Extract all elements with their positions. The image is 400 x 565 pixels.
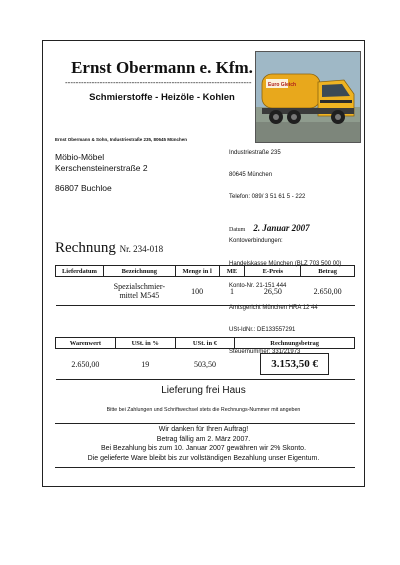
cell-warenwert: 2.650,00 — [56, 349, 116, 380]
column-header: E-Preis — [245, 266, 301, 277]
total-amount-box: 3.153,50 € — [260, 353, 329, 375]
totals-table — [55, 337, 355, 380]
cell-me: 1 — [219, 277, 245, 306]
cell-menge: 100 — [175, 277, 219, 306]
info-line: Industriestraße 235 — [229, 149, 281, 156]
recipient-city: 86807 Buchloe — [55, 183, 112, 193]
info-line: Steuernummer: 331/21973 — [229, 349, 301, 356]
invoice-title-text: Rechnung — [55, 240, 116, 256]
info-line: Kontoverbindungen: — [229, 238, 283, 245]
table-row — [56, 349, 355, 380]
closing-text — [43, 425, 364, 463]
cell-bezeichnung — [103, 277, 175, 306]
info-line: Handelskasse München (BLZ 703 500 00) — [229, 260, 342, 267]
column-header: ME — [219, 266, 245, 277]
truck-image — [256, 52, 360, 142]
totals-header-row — [56, 338, 355, 349]
cell-betrag: 2.650,00 — [301, 277, 355, 306]
info-line: USt-IdNr.: DE133557291 — [229, 327, 296, 334]
recipient-name: Möbio-Möbel — [55, 152, 105, 162]
column-header: Menge in l — [175, 266, 219, 277]
date-row — [229, 223, 310, 233]
delivery-note: Lieferung frei Haus — [161, 385, 246, 396]
closing-line: Bei Bezahlung bis zum 10. Januar 2007 gewähren wir 2% Skonto. — [100, 445, 307, 452]
column-header: Betrag — [301, 266, 355, 277]
cell-ust-percent: 19 — [115, 349, 175, 380]
recipient-address — [55, 152, 148, 173]
column-header: Warenwert — [56, 338, 116, 349]
info-line: Telefon: 089/ 3 51 61 5 - 222 — [229, 194, 306, 201]
bezeichnung-line: mittel M545 — [119, 291, 160, 300]
column-header: Lieferdatum — [56, 266, 104, 277]
date-label: Datum — [229, 227, 246, 233]
bezeichnung-line: Spezialschmier- — [113, 282, 166, 291]
cell-epreis: 26,50 — [245, 277, 301, 306]
date-value: 2. Januar 2007 — [253, 223, 310, 233]
column-header: Bezeichnung — [103, 266, 175, 277]
items-header-row — [56, 266, 355, 277]
closing-line: Die gelieferte Ware bleibt bis zur vollständigen Bezahlung unser Eigentum. — [87, 454, 320, 462]
info-line: Amtsgericht München HRA 12 44 — [229, 304, 318, 311]
truck-sign-text: Euro Gleich — [268, 82, 297, 88]
sender-return-line: Ernst Obermann & Sohn, Industriestraße 235, 80645 München — [55, 137, 188, 142]
cell-lieferdatum — [56, 277, 104, 306]
info-line: 80645 München — [229, 172, 273, 179]
column-header: Rechnungsbetrag — [235, 338, 355, 349]
payment-hint: Bitte bei Zahlungen und Schriftwechsel stets die Rechnungs-Nummer mit angeben — [106, 407, 301, 413]
table-row — [56, 277, 355, 306]
recipient-street: Kerschensteinerstraße 2 — [55, 162, 148, 173]
company-header — [47, 48, 277, 138]
invoice-number: Nr. 234-018 — [119, 244, 164, 254]
info-line: Konto-Nr. 21-151 444 — [229, 282, 287, 289]
cell-rechnungsbetrag — [235, 349, 355, 380]
divider — [55, 467, 355, 468]
cell-ust-eur: 503,50 — [175, 349, 235, 380]
closing-line: Wir danken für Ihren Auftrag! — [158, 426, 249, 433]
closing-line: Betrag fällig am 2. März 2007. — [156, 435, 251, 443]
items-table — [55, 265, 355, 306]
column-header: USt. in % — [115, 338, 175, 349]
company-divider: ---------------------------------------------------------------------- — [65, 78, 252, 87]
company-name: Ernst Obermann e. Kfm. — [71, 58, 253, 77]
invoice-title — [55, 240, 163, 257]
company-subtitle: Schmierstoffe - Heizöle - Kohlen — [89, 92, 235, 103]
truck-photo — [255, 51, 361, 143]
invoice-page — [42, 40, 365, 487]
divider — [55, 423, 355, 424]
column-header: USt. in € — [175, 338, 235, 349]
